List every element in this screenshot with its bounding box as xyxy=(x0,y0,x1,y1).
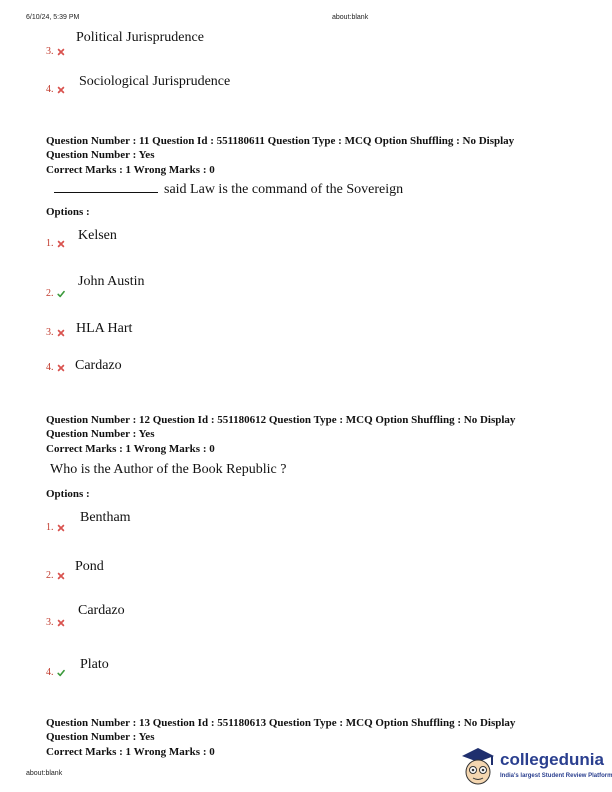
option-text: Cardazo xyxy=(78,603,125,618)
option-number: 3. xyxy=(46,327,65,338)
wrong-icon xyxy=(57,619,65,627)
print-footer-url: about:blank xyxy=(26,770,63,777)
option-text: John Austin xyxy=(78,274,145,289)
print-datetime: 6/10/24, 5:39 PM xyxy=(26,14,80,21)
option-number: 3. xyxy=(46,46,65,57)
option-number: 1. xyxy=(46,238,65,249)
wrong-icon xyxy=(57,364,65,372)
option-number: 4. xyxy=(46,667,65,678)
mascot-icon xyxy=(458,744,498,788)
print-url: about:blank xyxy=(332,14,369,21)
wrong-icon xyxy=(57,240,65,248)
check-icon xyxy=(57,290,65,298)
option-text: HLA Hart xyxy=(76,321,133,336)
brand-tagline: India's largest Student Review Platform xyxy=(500,773,612,779)
option-text: Plato xyxy=(80,657,109,672)
wrong-icon xyxy=(57,86,65,94)
wrong-icon xyxy=(57,524,65,532)
brand-logo xyxy=(458,744,612,790)
option-text: Kelsen xyxy=(78,228,117,243)
option-number: 3. xyxy=(46,617,65,628)
option-text: Cardazo xyxy=(75,358,122,373)
question-meta: Question Number : 12 Question Id : 551180612 Question Type : MCQ Option Shuffling : No Display Question Number : Yes Correct Marks : 1 Wrong Marks : 0 xyxy=(46,414,516,455)
option-text: Sociological Jurisprudence xyxy=(79,74,231,89)
options-label: Options : xyxy=(46,206,90,218)
wrong-icon xyxy=(57,572,65,580)
option-number: 4. xyxy=(46,84,65,95)
question-meta: Question Number : 11 Question Id : 551180611 Question Type : MCQ Option Shuffling : No Display Question Number : Yes Correct Marks : 1 Wrong Marks : 0 xyxy=(46,135,515,176)
option-number: 4. xyxy=(46,362,65,373)
option-text: Political Jurisprudence xyxy=(76,30,204,45)
question-meta: Question Number : 13 Question Id : 551180613 Question Type : MCQ Option Shuffling : No Display Question Number : Yes Correct Marks : 1 Wrong Marks : 0 xyxy=(46,717,516,758)
option-number: 1. xyxy=(46,522,65,533)
question-stem: said Law is the command of the Sovereign xyxy=(54,182,403,198)
option-text: Pond xyxy=(75,559,104,574)
wrong-icon xyxy=(57,329,65,337)
option-text: Bentham xyxy=(80,510,131,525)
option-number: 2. xyxy=(46,288,65,299)
options-label: Options : xyxy=(46,488,90,500)
question-stem: Who is the Author of the Book Republic ? xyxy=(50,462,287,477)
wrong-icon xyxy=(57,48,65,56)
brand-name: collegedunia xyxy=(500,750,604,769)
fill-blank xyxy=(54,192,158,193)
option-number: 2. xyxy=(46,570,65,581)
check-icon xyxy=(57,669,65,677)
